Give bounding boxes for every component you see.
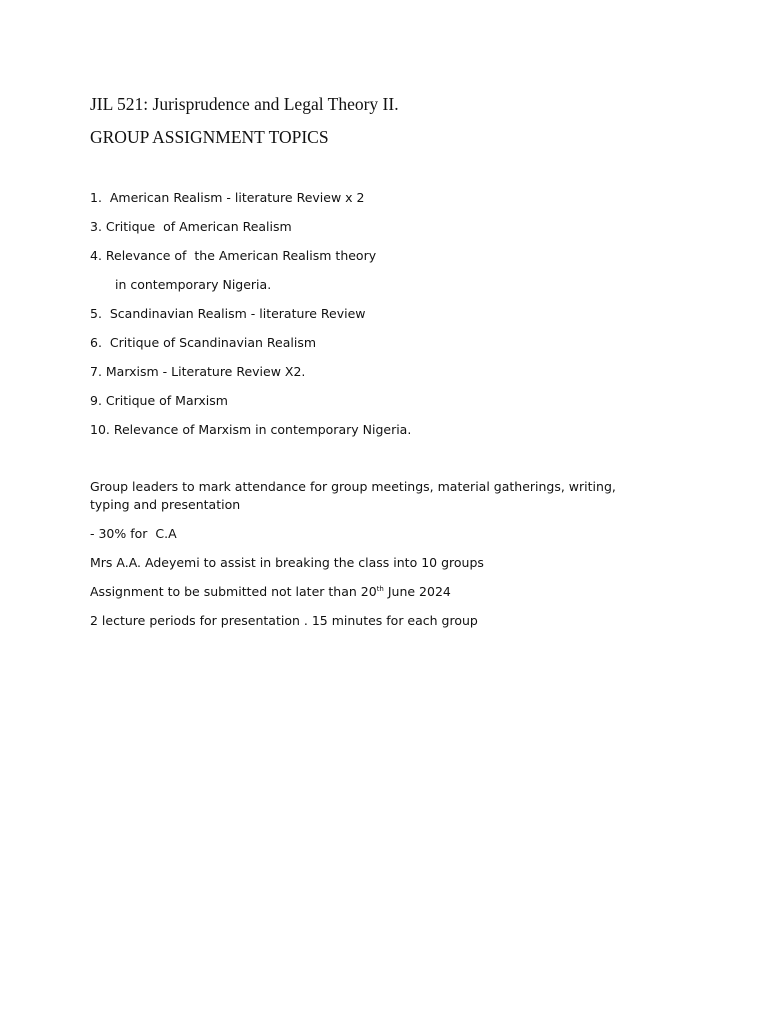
attendance-note: Group leaders to mark attendance for group meetings, material gatherings, writing, typing and presentation <box>90 479 616 512</box>
topic-item: 1. American Realism - literature Review x 2 <box>90 190 365 205</box>
presentation-note: 2 lecture periods for presentation . 15 minutes for each group <box>90 613 478 628</box>
topic-item: 7. Marxism - Literature Review X2. <box>90 364 306 379</box>
document-content <box>90 93 650 641</box>
assist-note: Mrs A.A. Adeyemi to assist in breaking the class into 10 groups <box>90 555 484 570</box>
notes-section <box>90 478 650 630</box>
deadline-superscript: th <box>376 584 384 593</box>
topic-item: 5. Scandinavian Realism - literature Review <box>90 306 366 321</box>
topic-item: 4. Relevance of the American Realism theory <box>90 248 377 263</box>
deadline-suffix: June 2024 <box>383 584 451 599</box>
topic-item: 9. Critique of Marxism <box>90 393 228 408</box>
document-title: JIL 521: Jurisprudence and Legal Theory II. <box>90 94 399 114</box>
document-subtitle: GROUP ASSIGNMENT TOPICS <box>90 127 329 147</box>
topic-item: 10. Relevance of Marxism in contemporary Nigeria. <box>90 422 412 437</box>
topic-list <box>90 189 650 439</box>
ca-note: - 30% for C.A <box>90 526 177 541</box>
deadline-prefix: Assignment to be submitted not later than 20 <box>90 584 377 599</box>
topic-item: 6. Critique of Scandinavian Realism <box>90 335 317 350</box>
topic-item-continuation: in contemporary Nigeria. <box>115 277 272 292</box>
topic-item: 3. Critique of American Realism <box>90 219 292 234</box>
deadline-note <box>90 583 650 601</box>
